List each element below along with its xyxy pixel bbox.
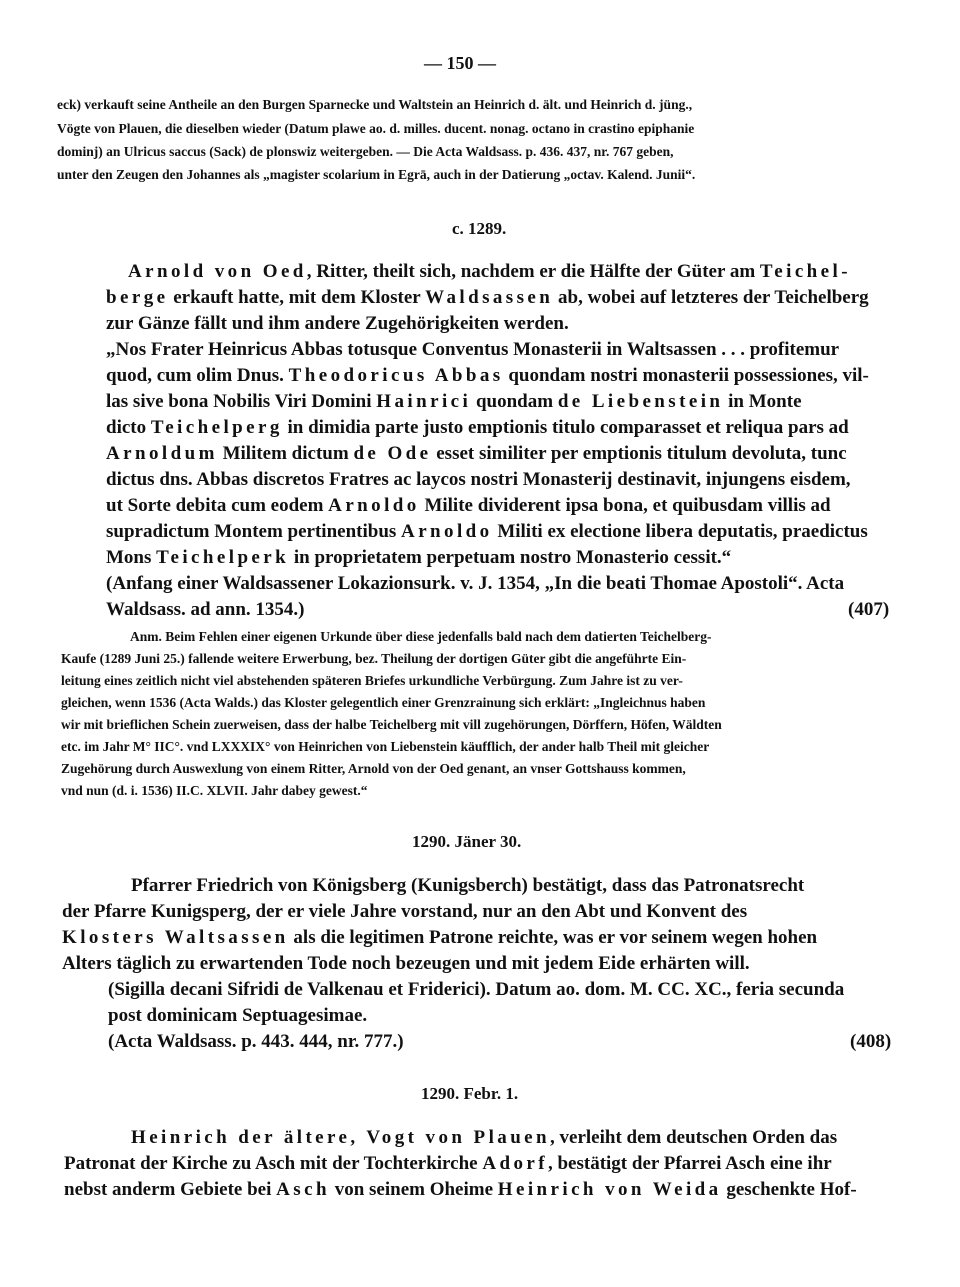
doc-number: (407) [848,599,890,620]
doc-text-line: Alters täglich zu erwartenden Tode noch bezeugen und mit jedem Eide erhärten will. [62,953,750,974]
doc-text-line: Arnold von Oed, Ritter, theilt sich, nachdem er die Hälfte der Güter am Teichel- [128,261,851,282]
annotation-line: Zugehörung durch Auswexlung von einem Ritter, Arnold von der Oed genant, an vnser Gottshauss kommen, [61,761,686,776]
doc-text-line: dictus dns. Abbas discretos Fratres ac laycos nostri Monasterij destinavit, injungens eisdem, [106,469,851,490]
doc-text-line: las sive bona Nobilis Viri Domini Hainrici quondam de Liebenstein in Monte [106,391,802,412]
doc-text-line: „Nos Frater Heinricus Abbas totusque Conventus Monasterii in Waltsassen . . . profitemur [106,339,840,360]
annotation-line: Kaufe (1289 Juni 25.) fallende weitere Erwerbung, bez. Theilung der dortigen Güter gibt die angeführte Ein- [61,651,687,666]
annotation-line: leitung eines zeitlich nicht viel abstehenden späteren Briefes urkundliche Verbürgung. Zum Jahre ist zu ver- [61,673,683,688]
doc-text-line: zur Gänze fällt und ihm andere Zugehörigkeiten werden. [106,313,569,334]
intro-line: eck) verkauft seine Antheile an den Burgen Sparnecke und Waltstein an Heinrich d. ält. und Heinrich d. jüng., [57,97,693,112]
intro-line: Vögte von Plauen, die dieselben wieder (Datum plawe ao. d. milles. ducent. nonag. octano in crastino epiphanie [57,121,695,136]
doc-heading: 1290. Jäner 30. [412,832,522,851]
annotation-line: wir mit brieflichen Schein zuerweisen, dass der halbe Teichelberg mit vill zugehörungen, Dörffern, Höfen, Wäldten [61,717,722,732]
doc-text-line: Arnoldum Militem dictum de Ode esset similiter per emptionis titulum devoluta, tunc [106,443,847,464]
doc-text-line: Klosters Waltsassen als die legitimen Patrone reichte, was er vor seinem wegen hohen [62,927,818,948]
person-name: Heinrich der ältere, Vogt von Plauen [131,1127,551,1148]
doc-text-line: ut Sorte debita cum eodem Arnoldo Milite dividerent ipsa bona, et quibusdam villis ad [106,495,831,516]
intro-line: dominj) an Ulricus saccus (Sack) de plonswiz weitergeben. — Die Acta Waldsass. p. 436. 437, nr. 767 geben, [57,144,674,159]
place-name: Klosters Waltsassen [62,927,289,948]
doc-text-line: supradictum Montem pertinentibus Arnoldo Militi ex electione libera deputatis, praedictus [106,521,868,542]
doc-text-line: Waldsass. ad ann. 1354.) [106,599,305,620]
doc-text-line: (Acta Waldsass. p. 443. 444, nr. 777.) [108,1031,404,1052]
doc-number: (408) [850,1031,892,1052]
doc-text-line: Mons Teichelperk in proprietatem perpetuam nostro Monasterio cessit.“ [106,547,732,568]
doc-text-line: nebst anderm Gebiete bei Asch von seinem Oheime Heinrich von Weida geschenkte Hof- [64,1179,857,1200]
annotation-line: Anm. Beim Fehlen einer eigenen Urkunde über diese jedenfalls bald nach dem datierten Teichelberg- [130,629,712,644]
annotation-line: vnd nun (d. i. 1536) II.C. XLVII. Jahr dabey gewest.“ [61,783,368,798]
doc-text-line: (Anfang einer Waldsassener Lokazionsurk. v. J. 1354, „In die beati Thomae Apostoli“. Acta [106,573,845,594]
place-name: Waldsassen [425,287,554,308]
doc-text-line: dicto Teichelperg in dimidia parte justo emptionis titulo comparasset et reliqua pars ad [106,417,849,438]
doc-text-line: der Pfarre Kunigsperg, der er viele Jahre vorstand, nur an den Abt und Konvent des [62,901,748,922]
doc-text-line: quod, cum olim Dnus. Theodoricus Abbas quondam nostri monasterii possessiones, vil- [106,365,869,386]
doc-text-line: Heinrich der ältere, Vogt von Plauen, verleiht dem deutschen Orden das [131,1127,838,1148]
doc-text-line: (Sigilla decani Sifridi de Valkenau et Friderici). Datum ao. dom. M. CC. XC., feria secunda [108,979,845,1000]
annotation-line: etc. im Jahr M° IIC°. vnd LXXXIX° von Heinrichen von Liebenstein käufflich, der ander halb Theil mit gleicher [61,739,710,754]
doc-text-line: post dominicam Septuagesimae. [108,1005,368,1026]
annotation-line: gleichen, wenn 1536 (Acta Walds.) das Kloster gelegentlich einer Grenzrainung sich erklärt: „Ingleichnus haben [61,695,706,710]
doc-heading: 1290. Febr. 1. [421,1084,519,1103]
person-name: Arnold von Oed [128,261,307,282]
doc-text-line: Pfarrer Friedrich von Königsberg (Kunigsberch) bestätigt, dass das Patronatsrecht [131,875,805,896]
doc-text-line: berge erkauft hatte, mit dem Kloster Waldsassen ab, wobei auf letzteres der Teichelberg [106,287,869,308]
intro-line: unter den Zeugen den Johannes als „magister scolarium in Egrā, auch in der Datierung „octav. Kalend. Junii“. [57,167,696,182]
doc-heading: c. 1289. [452,219,507,238]
doc-text-line: Patronat der Kirche zu Asch mit der Tochterkirche Adorf, bestätigt der Pfarrei Asch eine ihr [64,1153,832,1174]
page-number: — 150 — [424,53,496,73]
